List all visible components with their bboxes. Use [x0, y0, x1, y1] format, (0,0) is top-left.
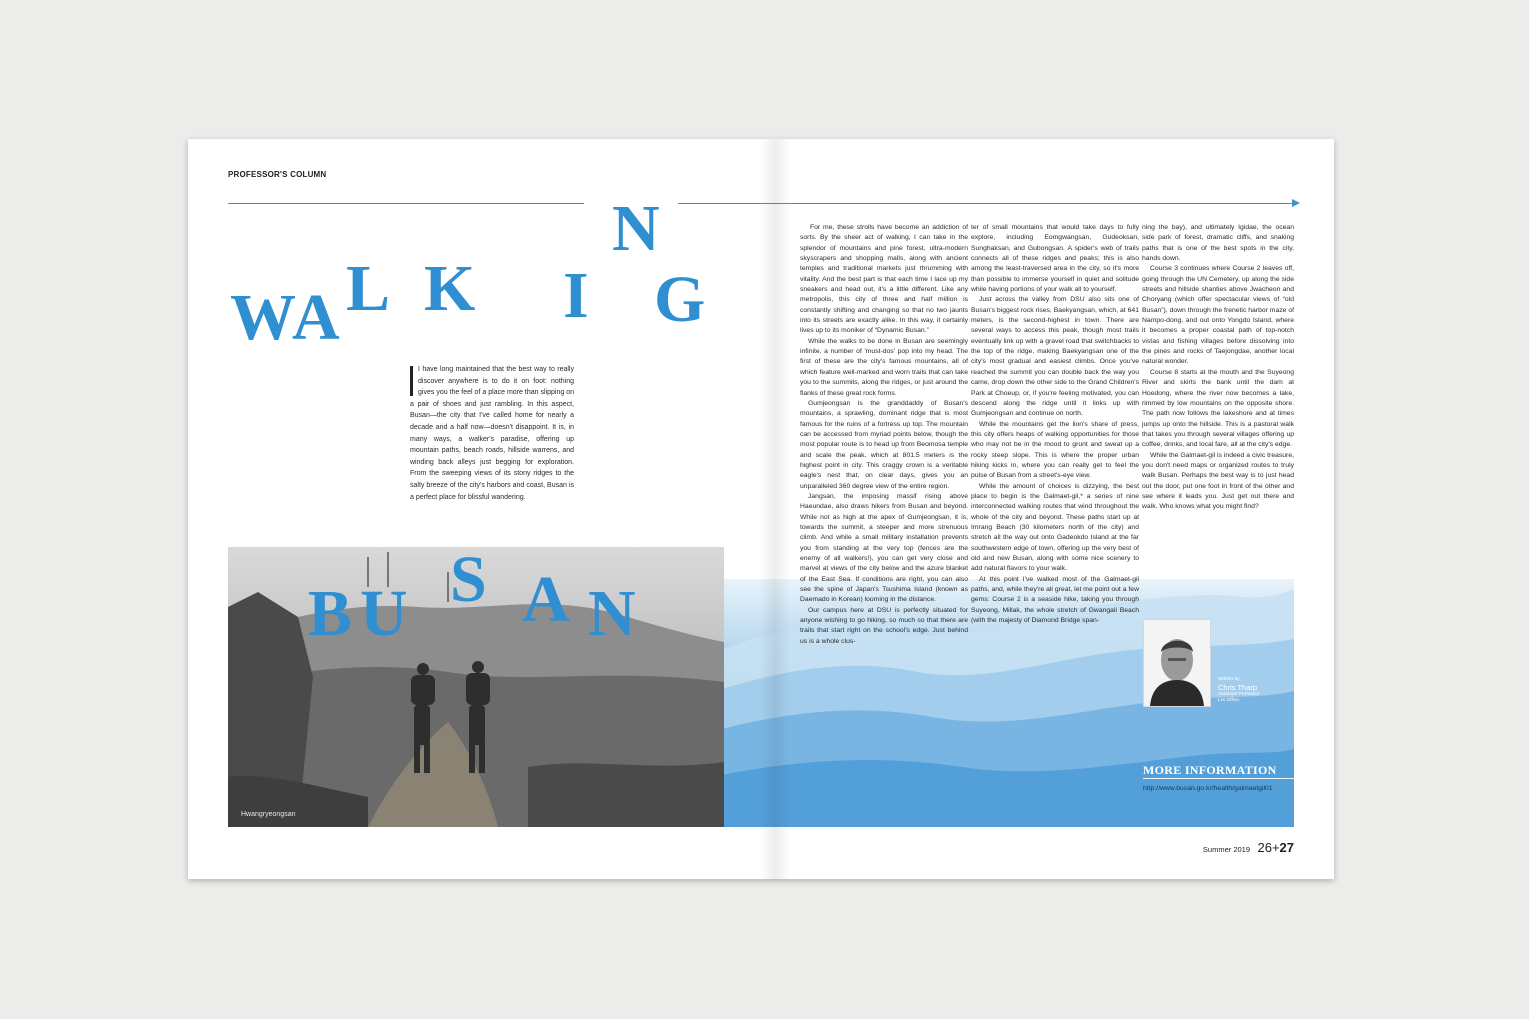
author-info	[1218, 677, 1259, 704]
intro-paragraph	[410, 364, 574, 503]
paragraph: While the Galmaet-gil is indeed a civic treasure, you don't need maps or organized routes to truly walk Busan. Perhaps the best way is to just head out the door, put one foot in front of the other and see where it leads you. Just get out there and walk. Who knows what you might find?	[1142, 451, 1294, 511]
paragraph: While the amount of choices is dizzying, the best place to begin is the Galmaet-gil,* a series of nine interconnected walking routes that wind throughout the whole of the city and beyond. These paths start up at Imrang Beach (30 kilometers north of the city) and stretch all the way out onto Gadeokdo Island at the far southwestern edge of town, offering up the very best of old and new Busan, along with some nice scenery to add natural flavors to your walk.	[971, 482, 1139, 573]
headline-letter-a: A	[292, 281, 340, 354]
paragraph: Course 3 continues where Course 2 leaves off, going through the UN Cemetery, up along the side streets and hillside shanties above Jwacheon and Choryang (which offer spectacular views of “old Busan”), down through the frenetic harbor maze of Nampo-dong, and out onto Yongdo Island, where it becomes a proper coastal path of top-notch vistas and fishing villages before dissolving into the pines and rocks of Taejongdae, another local natural wonder.	[1142, 265, 1294, 366]
author-office: LIX Office	[1218, 698, 1239, 703]
more-info-url[interactable]: http://www.busan.go.kr/health/galmaetgil01	[1143, 785, 1273, 792]
headline-letter-s: S	[450, 543, 487, 616]
headline-letter-u: U	[360, 577, 408, 650]
paragraph: Just across the valley from DSU also sits one of Busan's biggest rock rises, Baekyangsan, which, at 641 meters, is the second-highest in town. There are several ways to access this peak, though most trails eventually link up with a gravel road that switchbacks to the top of the ridge, making Baekyangsan one of the city's most gradual and easiest climbs. Once you've reached the summit you can double back the way you came, drop down the other side to the Grand Children's Park at Choeup, or, if you're feeling motivated, you can descend along the ridge until it links up with Gumjeongsan and continue on north.	[971, 296, 1139, 418]
paragraph: While the mountains get the lion's share of press, this city offers heaps of walking opportunities for those who may not be in the mood to grunt and sweat up a rocky steep slope. This is where the proper urban hiking kicks in, where you can really get to feel the pulse of Busan from a street's-eye view.	[971, 420, 1139, 480]
arrow-head-icon	[1292, 199, 1300, 207]
headline-letter-n: N	[612, 192, 660, 265]
page-number-right: 27	[1279, 840, 1294, 855]
more-info-title: MORE INFORMATION	[1143, 763, 1277, 777]
paragraph: ning the bay), and ultimately Igidae, the ocean side park of forest, dramatic cliffs, and snaking paths that is one of the best spots in the city, hands down.	[1142, 224, 1294, 263]
section-label: PROFESSOR'S COLUMN	[228, 170, 327, 179]
paragraph: For me, these strolls have become an addiction of sorts. By the sheer act of walking, I can take in the splendor of mountains and pine forest, ultra-modern skyscrapers and shopping malls, along with ancient temples and traditional markets just thrumming with vitality. And the best part is that each time I lace up my sneakers and head out, it's a little different. Like any metropolis, this city of three and half million is constantly shifting and changing so that no two jaunts into its streets are exactly alike. In this way, it certainly lives up to its moniker of “Dynamic Busan.”	[800, 224, 968, 335]
author-portrait-illustration	[1144, 620, 1210, 706]
folio	[1203, 839, 1294, 857]
paragraph: ter of small mountains that would take days to fully explore, including Eomgwangsan, Gudeoksan, Sunghaksan, and Gubongsan. A spider's web of trails connects all of these ridges and peaks; this is also among the least-traversed area in the city, so it's more than possible to immerse yourself in quiet and solitude while having portions of your walk all to yourself.	[971, 224, 1139, 294]
author-title: Assistant Professor	[1218, 692, 1260, 697]
headline-letter-n2: N	[588, 577, 636, 650]
paragraph: Gumjeongsan is the granddaddy of Busan's mountains, a sprawling, dominant ridge that is most famous for the ruins of a fortress up top. The mountain can be accessed from myriad points below, though the most popular route is to head up from Beomosa temple and scale the peak, which at 801.5 meters is the highest point in city. This craggy crown is a veritable eagle's nest that, on clear days, gives you an unparalleled 360 degree view of the entire region.	[800, 399, 968, 490]
author-portrait	[1143, 619, 1211, 707]
headline-letter-l: L	[346, 252, 391, 325]
headline-letter-i: I	[563, 259, 589, 332]
photo-caption: Hwangryeongsan	[241, 811, 296, 818]
paragraph: Our campus here at DSU is perfectly situated for anyone wishing to go hiking, so much so that there are trails that start right on the school's edge. Just behind us is a whole clus-	[800, 606, 968, 645]
issue-label: Summer 2019	[1202, 845, 1251, 854]
drop-cap-bar	[410, 366, 413, 396]
page-number-left: 26	[1257, 840, 1272, 855]
header-rule-left	[228, 203, 584, 204]
more-info-divider	[1143, 778, 1294, 779]
article-column-3	[1142, 223, 1294, 513]
intro-text: I have long maintained that the best way to really discover anywhere is to do it on foot: nothing gives you the feel of a place more than slipping on a pair of shoes and just rambling. In this aspect, Busan—the city that I've called home for nearly a decade and a half now—doesn't disappoint. It is, in many ways, a walker's paradise, offering up mountain paths, beach roads, hillside warrens, and winding back alleys just begging for exploration. From the sweeping views of its stony ridges to the salty breeze of the city's harbors and coast, Busan is a perfect place for blissful wandering.	[410, 366, 574, 501]
headline-letter-b: B	[308, 577, 353, 650]
headline-letter-w: W	[230, 281, 296, 354]
page-plus-sign: +	[1271, 840, 1280, 855]
headline-letter-a2: A	[522, 563, 570, 636]
headline-letter-k: K	[424, 252, 476, 325]
paragraph: Course 8 starts at the mouth and the Suyeong River and skirts the bank until the dam at Hoedong, where the river now becomes a lake, rimmed by low mountains on the opposite shore. The path now follows the lakeshore and at times jumps up onto the hillside. This is a pastoral walk that takes you through several villages offering up coffee, drinks, and local fare, all at the city's edge.	[1142, 368, 1294, 449]
author-name: Chris Tharp	[1218, 683, 1258, 692]
paragraph: While the walks to be done in Busan are seemingly infinite, a number of 'must-dos' pop into my head. The first of these are the city's famous mountains, all of which feature well-marked and worn trails that can take you to the summits, along the ridges, or just around the flanks of these great rock forms.	[800, 337, 968, 397]
article-column-1	[800, 223, 968, 647]
paragraph: At this point I've walked most of the Galmaet-gil paths, and, while they're all great, let me point out a few gems: Course 2 is a seaside hike, taking you through Suyeong, Millak, the whole stretch of Gwangali Beach (with the majesty of Diamond Bridge span-	[971, 575, 1139, 625]
author-written-by: Written by	[1218, 677, 1240, 682]
headline-letter-g: G	[654, 263, 706, 336]
magazine-spread	[188, 139, 1334, 879]
page-gutter	[760, 139, 790, 879]
paragraph: Jangsan, the imposing massif rising above Haeundae, also draws hikers from Busan and beyond. While not as high at the apex of Gumjeongsan, it is, towards the summit, a steeper and more strenuous climb. And while a small military installation prevents you from standing at the very top (fences are the enemy of all walkers!), you can get very close and marvel at views of the city below and the azure blanket of the East Sea. If conditions are right, you can also see the spine of Japan's Tsushima Island (known as Daemado in Korean) looming in the distance.	[800, 492, 968, 604]
article-column-2	[971, 223, 1139, 626]
